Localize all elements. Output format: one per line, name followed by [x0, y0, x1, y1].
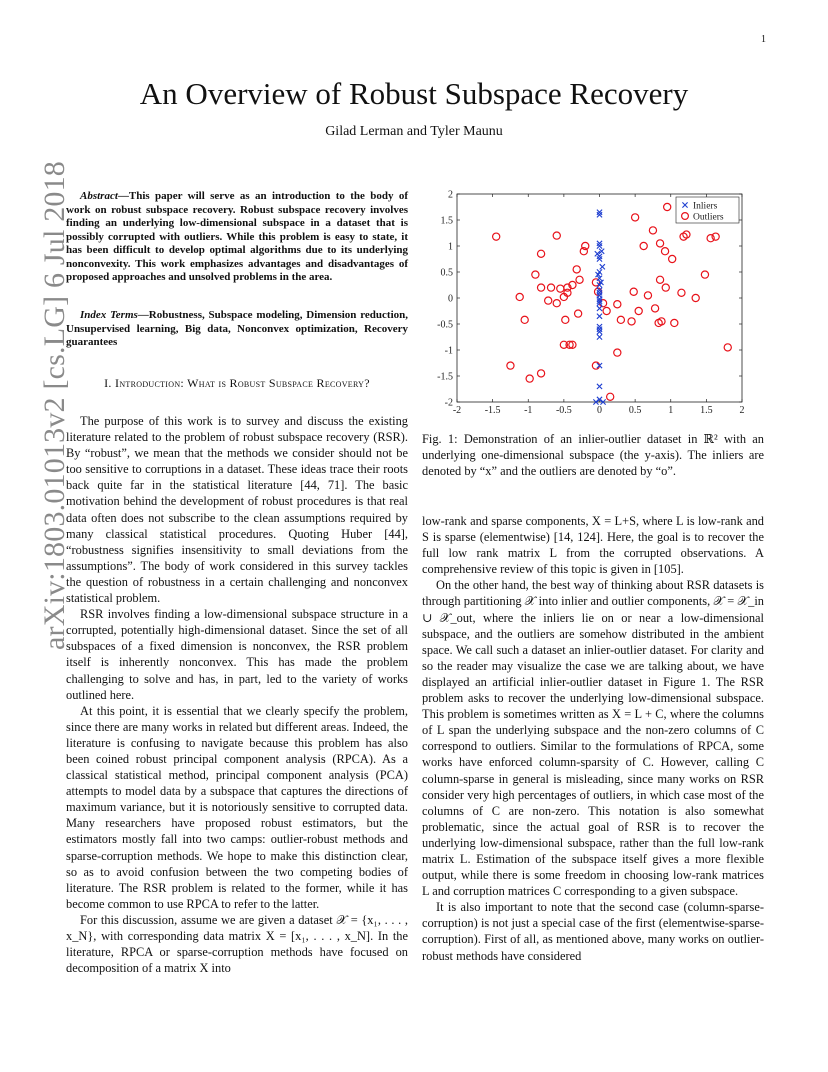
outlier-point [537, 284, 544, 291]
inlier-point [597, 327, 602, 332]
index-terms-text: —Robustness, Subspace modeling, Dimension reduction, Unsupervised learning, Big data, Nonconvex optimization, Recovery guarantees [66, 309, 408, 348]
abstract-label: Abstract [80, 190, 118, 202]
x-tick-label: -0.5 [555, 405, 572, 416]
outlier-point [656, 276, 663, 283]
outlier-point [649, 227, 656, 234]
outlier-point [557, 285, 564, 292]
x-tick-label: 2 [739, 405, 745, 416]
paragraph: At this point, it is essential that we clearly specify the problem, since there are many works in related but different areas. Indeed, the literature is confusing to navigate because this problem has also been coined robust principal component analysis (RPCA). As a classical statistical method, principal component analysis (PCA) attempts to model data by a subspace that captures the directions of maximum variance, but it is notoriously sensitive to corrupted data. Many researchers have proposed robust estimators, but the estimators mostly fall into two camps: outlier-robust methods and sparse-corruption methods. We hope to make this distinction clear, so as to avoid confusion between the two competing bodies of literature. The RSR problem is related to the former, while it has become common to use RPCA to refer to the latter. [66, 703, 408, 911]
inlier-point [597, 314, 602, 319]
outlier-point [640, 242, 647, 249]
figure-caption: Fig. 1: Demonstration of an inlier-outlier dataset in ℝ² with an underlying one-dimensional subspace (the y-axis). The inliers are denoted by “x” and the outliers are denoted by “o”. [422, 432, 764, 479]
outlier-point [507, 362, 514, 369]
inlier-point [597, 334, 602, 339]
index-terms-label: Index Terms [80, 309, 138, 321]
inlier-point [597, 254, 602, 259]
inlier-point [597, 241, 602, 246]
x-tick-label: 0.5 [628, 405, 642, 416]
paragraph: RSR involves finding a low-dimensional subspace structure in a corrupted, potentially high-dimensional dataset. Since the set of all subspaces of a fixed dimension is nonconvex, the RSR problem itself is inherently nonconvex. This has made the problem challenging to solve and has, in part, led to the variety of works outlined here. [66, 607, 408, 702]
outlier-point [664, 203, 671, 210]
outlier-point [545, 297, 552, 304]
outlier-point [617, 316, 624, 323]
outlier-point [547, 284, 554, 291]
abstract-text: —This paper will serve as an introduction to the body of work on robust subspace recovery. Robust subspace recovery involves finding an underlying low-dimensional subspace in a dataset that is possibly corrupted with outliers. While this problem is easy to state, it has been difficult to develop optimal algorithms due to its underlying nonconvexity. This work emphasizes advantages and disadvantages of proposed approaches and unsolved problems in the area. [66, 190, 408, 283]
y-tick-label: 2 [448, 189, 453, 201]
outlier-point [562, 316, 569, 323]
outlier-point [724, 344, 731, 351]
outlier-point [656, 240, 663, 247]
paper-title: An Overview of Robust Subspace Recovery [139, 76, 689, 111]
inlier-point [597, 329, 602, 334]
x-tick-label: -2 [452, 405, 462, 416]
inlier-point [600, 264, 605, 269]
section-title: Introduction: What is Robust Subspace Recovery? [115, 376, 370, 390]
y-tick-label: 0 [448, 293, 453, 305]
inlier-point [597, 324, 602, 329]
right-body [422, 513, 764, 964]
outlier-point [632, 214, 639, 221]
abstract [66, 190, 408, 285]
outlier-point [592, 362, 599, 369]
outlier-point [628, 318, 635, 325]
inlier-point [597, 212, 602, 217]
paragraph: On the other hand, the best way of thinking about RSR datasets is through partitioning 𝒳 into inlier and outlier components, 𝒳 = 𝒳_in ∪ 𝒳_out, where the inliers lie on or near a low-dimensional subspace, and the outliers are somehow distributed in the ambient space. We call such a dataset an inlier-outlier dataset. For clarity and so the reader may visualize the case we are talking about, we have displayed an artificial inlier-outlier dataset in Figure 1. The RSR problem asks to recover the underlying low-dimensional subspace. This problem is sometimes written as X = L + C, where the columns of L span the underlying subspace and the non-zero columns of C correspond to outliers. Similar to the formulations of RPCA, some works have enforced column-sparsity of C. However, calling C column-sparse in general is misleading, since many works on RSR consider very high percentages of outliers, in which case most of the columns of C are non-zero. This notation is also somewhat problematic, since the actual goal of RSR is to recover the underlying low-dimensional subspace, rather than the full low-rank matrix L. Estimation of the subspace itself gives a more flexible output, while there is some freedom in choosing low-rank matrices L and corruption matrices C corresponding to a given subspace. [422, 578, 764, 899]
outlier-point [537, 250, 544, 257]
y-tick-label: -1.5 [437, 371, 453, 383]
paragraph: It is also important to note that the second case (column-sparse-corruption) is not just a special case of the first (elementwise-sparse-corruption). First of all, as mentioned above, many works on outlier-robust methods have considered [422, 900, 764, 963]
outlier-point [692, 294, 699, 301]
legend-outlier-label: Outliers [693, 212, 724, 223]
legend-inlier-label: Inliers [693, 201, 718, 212]
outlier-point [635, 307, 642, 314]
x-tick-label: 0 [597, 405, 602, 416]
outlier-point [607, 393, 614, 400]
page-number: 1 [761, 34, 766, 45]
y-tick-label: -1 [444, 345, 453, 357]
x-tick-label: 1.5 [700, 405, 713, 416]
outlier-point [669, 255, 676, 262]
inlier-point [597, 256, 602, 261]
paragraph: For this discussion, assume we are given a dataset 𝒳 = {x₁, . . . , x_N}, with corresponding data matrix X = [x₁, . . . , x_N]. In the literature, RPCA or sparse-corruption methods have focused on decomposition of a matrix X into [66, 912, 408, 976]
outlier-point [661, 248, 668, 255]
outlier-point [662, 284, 669, 291]
outlier-point [521, 316, 528, 323]
outlier-point [707, 235, 714, 242]
outlier-point [671, 319, 678, 326]
section-number: I. [104, 376, 112, 390]
paragraph: low-rank and sparse components, X = L+S, where L is low-rank and S is sparse (elementwise) [14, 124]. Here, the goal is to recover the full low rank matrix L from the corrupted observations. A comprehensive review of this topic is given in [105]. [422, 514, 764, 577]
outlier-point [573, 266, 580, 273]
arxiv-stamp[interactable]: arXiv:1803.01013v2 [cs.LG] 6 Jul 2018 [38, 160, 71, 650]
outlier-point [526, 375, 533, 382]
x-tick-label: -1.5 [484, 405, 501, 416]
outlier-point [537, 370, 544, 377]
left-body [66, 413, 408, 976]
outlier-point [630, 288, 637, 295]
inlier-point [597, 243, 602, 248]
outlier-point [553, 300, 560, 307]
inlier-point [597, 384, 602, 389]
index-terms [66, 309, 408, 350]
outlier-point [575, 310, 582, 317]
paragraph: The purpose of this work is to survey and discuss the existing literature related to the problem of robust subspace recovery (RSR). By “robust”, we mean that the methods we consider should not be too sensitive to corruptions in a dataset. These ideas trace their roots back quite far in the statistical literature [44, 71]. The basic motivation behind the development of robust procedures is that real data often does not subscribe to the clean assumptions required by many classical statistical procedures. Quoting Huber [44], “robustness signifies insensitivity to small deviations from the assumptions”. The body of work considered in this survey tackles the question of robustness in a certain challenging and nonconvex statistical problem. [66, 414, 408, 606]
outlier-point [532, 271, 539, 278]
y-tick-label: 0.5 [440, 267, 453, 279]
y-tick-label: -0.5 [437, 319, 453, 331]
section-heading [66, 376, 408, 391]
outlier-point [712, 233, 719, 240]
outlier-point [644, 292, 651, 299]
figure-1-scatter [426, 184, 766, 420]
outlier-point [614, 349, 621, 356]
paper-authors: Gilad Lerman and Tyler Maunu [325, 124, 503, 139]
x-tick-label: 1 [668, 405, 674, 416]
outlier-point [614, 301, 621, 308]
outlier-point [516, 293, 523, 300]
outlier-point [678, 289, 685, 296]
outlier-point [603, 307, 610, 314]
y-tick-label: 1.5 [440, 215, 453, 227]
inlier-point [597, 210, 602, 215]
outlier-point [651, 305, 658, 312]
y-tick-label: -2 [444, 397, 453, 409]
outlier-point [553, 232, 560, 239]
outlier-point [701, 271, 708, 278]
x-tick-label: -1 [524, 405, 533, 416]
inlier-point [597, 306, 602, 311]
outlier-point [576, 276, 583, 283]
outlier-point [493, 233, 500, 240]
y-tick-label: 1 [448, 241, 453, 253]
